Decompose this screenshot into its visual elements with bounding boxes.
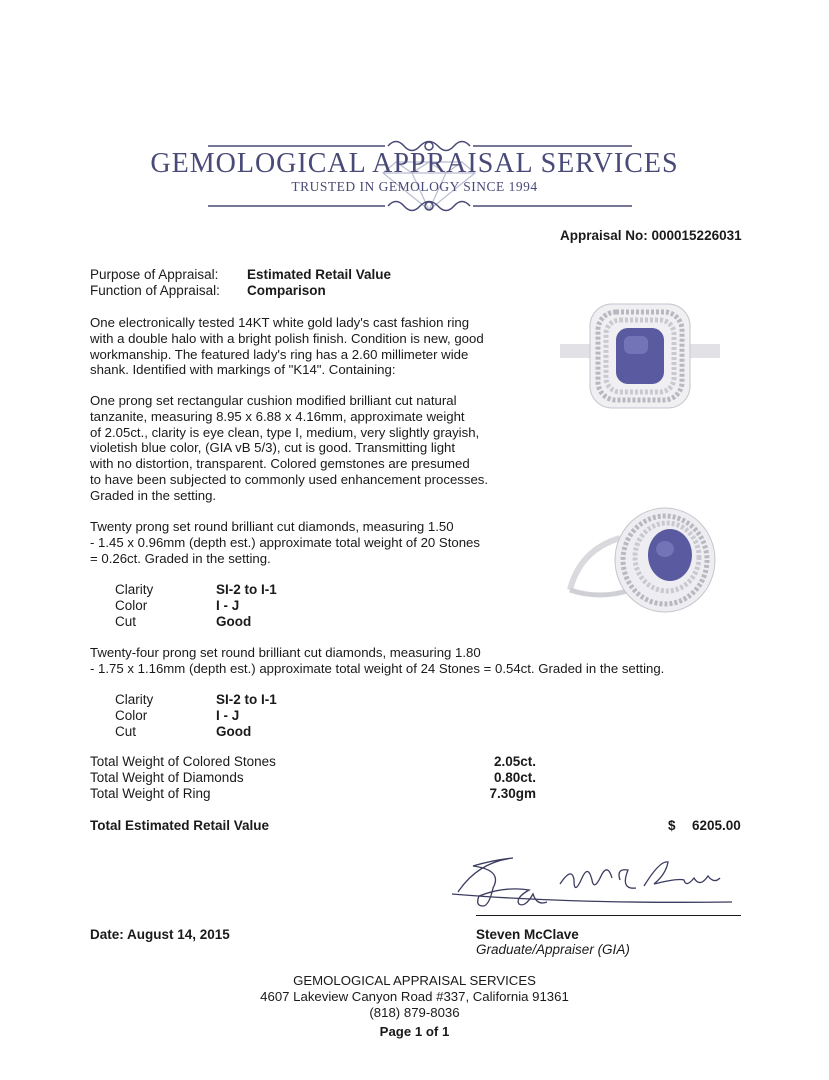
spec2-color-label: Color xyxy=(115,708,148,723)
signature-line xyxy=(476,915,741,916)
spec2-cut-value: Good xyxy=(216,724,252,739)
appraisal-number: Appraisal No: 000015226031 xyxy=(560,228,742,243)
appraisal-date: Date: August 14, 2015 xyxy=(90,927,230,942)
spec1-color-label: Color xyxy=(115,598,148,613)
company-name: GEMOLOGICAL APPRAISAL SERVICES xyxy=(150,148,679,179)
total-ring-value: 7.30gm xyxy=(489,786,536,801)
retail-currency: $ xyxy=(668,818,676,833)
signer-name: Steven McClave xyxy=(476,927,579,942)
spec2-color-value: I - J xyxy=(216,708,240,723)
footer-address: 4607 Lakeview Canyon Road #337, California 91361 xyxy=(260,989,569,1004)
ring-top-view-image xyxy=(560,300,720,420)
purpose-value: Estimated Retail Value xyxy=(247,267,392,282)
tanzanite-description: One prong set rectangular cushion modified brilliant cut natural tanzanite, measuring 8.95 x 6.88 x 4.16mm, approximate weight of 2.05ct., clarity is eye clean, type I, medium, very slightly grayish, violetish blue color, (GIA vB 5/3), cut is good. Transmitting light with no distortion, transparent. Colored gemstones are presumed to have been subjected to commonly used enhancement processes. Graded in the setting. xyxy=(90,393,489,503)
footer-company: GEMOLOGICAL APPRAISAL SERVICES xyxy=(293,973,536,988)
diamond-set-2-description: Twenty-four prong set round brilliant cut diamonds, measuring 1.80 - 1.75 x 1.16mm (depth est.) approximate total weight of 24 Stones = 0.54ct. Graded in the setting. xyxy=(90,645,665,676)
spec1-cut-value: Good xyxy=(216,614,252,629)
spec1-clarity-label: Clarity xyxy=(115,582,154,597)
purpose-label: Purpose of Appraisal: xyxy=(90,267,219,282)
retail-label: Total Estimated Retail Value xyxy=(90,818,270,833)
footer-page: Page 1 of 1 xyxy=(379,1024,450,1039)
spec2-clarity-label: Clarity xyxy=(115,692,154,707)
signature xyxy=(448,850,748,920)
total-colored-value: 2.05ct. xyxy=(493,754,536,769)
footer-phone: (818) 879-8036 xyxy=(369,1005,460,1020)
ring-description: One electronically tested 14KT white gold lady's cast fashion ring with a double halo with a bright polish finish. Condition is new, good workmanship. The featured lady's ring has a 2.60 millimeter wide shank. Identified with markings of "K14". Containing: xyxy=(90,315,484,378)
total-ring-label: Total Weight of Ring xyxy=(90,786,211,801)
total-colored-label: Total Weight of Colored Stones xyxy=(90,754,276,769)
total-diamonds-label: Total Weight of Diamonds xyxy=(90,770,244,785)
spec1-clarity-value: SI-2 to I-1 xyxy=(216,582,277,597)
retail-amount: 6205.00 xyxy=(692,818,741,833)
function-label: Function of Appraisal: xyxy=(90,283,220,298)
function-value: Comparison xyxy=(247,283,326,298)
spec1-color-value: I - J xyxy=(216,598,240,613)
signer-title: Graduate/Appraiser (GIA) xyxy=(476,942,630,957)
diamond-set-1-description: Twenty prong set round brilliant cut diamonds, measuring 1.50 - 1.45 x 0.96mm (depth est.) approximate total weight of 20 Stones = 0.26ct. Graded in the setting. xyxy=(90,519,480,566)
spec2-cut-label: Cut xyxy=(115,724,137,739)
company-tagline: TRUSTED IN GEMOLOGY SINCE 1994 xyxy=(291,179,538,194)
spec2-clarity-value: SI-2 to I-1 xyxy=(216,692,277,707)
total-diamonds-value: 0.80ct. xyxy=(493,770,536,785)
ring-side-view-image xyxy=(565,505,725,620)
spec1-cut-label: Cut xyxy=(115,614,137,629)
